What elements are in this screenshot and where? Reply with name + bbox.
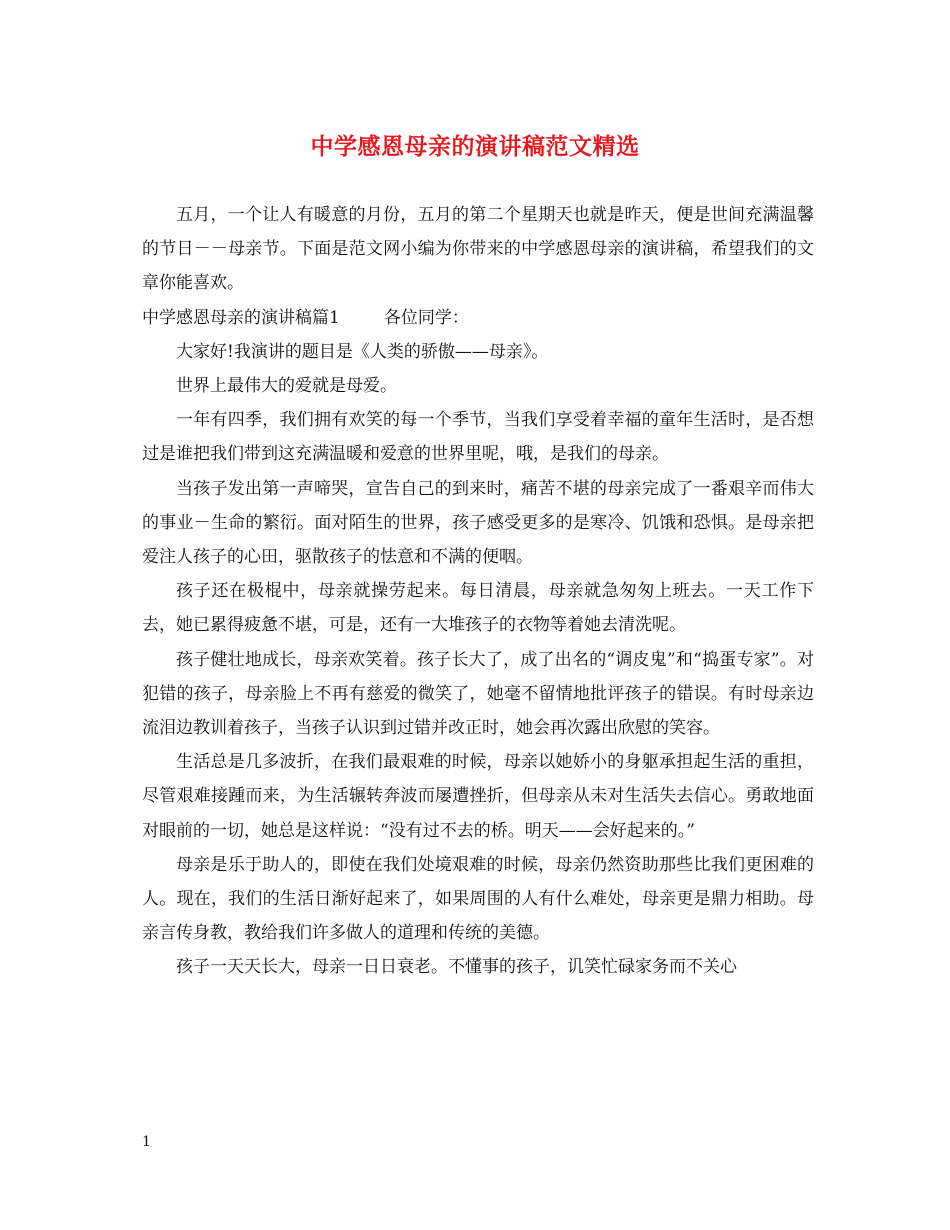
document-title: 中学感恩母亲的演讲稿范文精选 bbox=[310, 133, 640, 160]
body-paragraph: 孩子还在极棍中，母亲就操劳起来。每日清晨，母亲就急匆匆上班去。一天工作下去，她已累得疲惫不堪，可是，还有一大堆孩子的衣物等着她去清洗呢。 bbox=[142, 581, 814, 636]
section-heading: 中学感恩母亲的演讲稿篇1 bbox=[142, 307, 340, 328]
intro-paragraph: 五月，一个让人有暖意的月份，五月的第二个星期天也就是昨天，便是世间充满温馨的节日－－母亲节。下面是范文网小编为你带来的中学感恩母亲的演讲稿，希望我们的文章你能喜欢。 bbox=[142, 205, 814, 294]
body-paragraph: 大家好!我演讲的题目是《人类的骄傲——母亲》。 bbox=[176, 341, 549, 362]
body-paragraph: 孩子健壮地成长，母亲欢笑着。孩子长大了，成了出名的“调皮鬼”和“捣蛋专家”。对犯错的孩子，母亲脸上不再有慈爱的微笑了，她毫不留情地批评孩子的错误。有时母亲边流泪边教训着孩子，当孩子认识到过错并改正时，她会再次露出欣慰的笑容。 bbox=[142, 649, 814, 739]
body-paragraph: 一年有四季，我们拥有欢笑的每一个季节，当我们享受着幸福的童年生活时，是否想过是谁把我们带到这充满温暖和爱意的世界里呢，哦，是我们的母亲。 bbox=[142, 410, 814, 465]
page-number: 1 bbox=[142, 1134, 151, 1150]
body-paragraph: 世界上最伟大的爱就是母爱。 bbox=[176, 376, 397, 397]
body-paragraph: 生活总是几多波折，在我们最艰难的时候，母亲以她娇小的身躯承担起生活的重担，尽管艰难接踵而来，为生活辗转奔波而屡遭挫折，但母亲从未对生活失去信心。勇敢地面对眼前的一切，她总是这样说：“没有过不去的桥。明天——会好起来的。” bbox=[142, 752, 814, 841]
body-paragraph: 孩子一天天长大，母亲一日日衰老。不懂事的孩子，讥笑忙碌家务而不关心 bbox=[176, 957, 737, 978]
document-body bbox=[142, 198, 814, 985]
section-heading-line bbox=[142, 301, 814, 335]
salutation: 各位同学： bbox=[383, 307, 469, 328]
body-paragraph: 母亲是乐于助人的，即使在我们处境艰难的时候，母亲仍然资助那些比我们更困难的人。现在，我们的生活日渐好起来了，如果周围的人有什么难处，母亲更是鼎力相助。母亲言传身教，教给我们许多做人的道理和传统的美德。 bbox=[142, 854, 814, 944]
body-paragraph: 当孩子发出第一声啼哭，宣告自己的到来时，痛苦不堪的母亲完成了一番艰辛而伟大的事业－生命的繁衍。面对陌生的世界，孩子感受更多的是寒冷、饥饿和恐惧。是母亲把爱注人孩子的心田，驱散孩子的怯意和不满的便咽。 bbox=[142, 478, 814, 568]
